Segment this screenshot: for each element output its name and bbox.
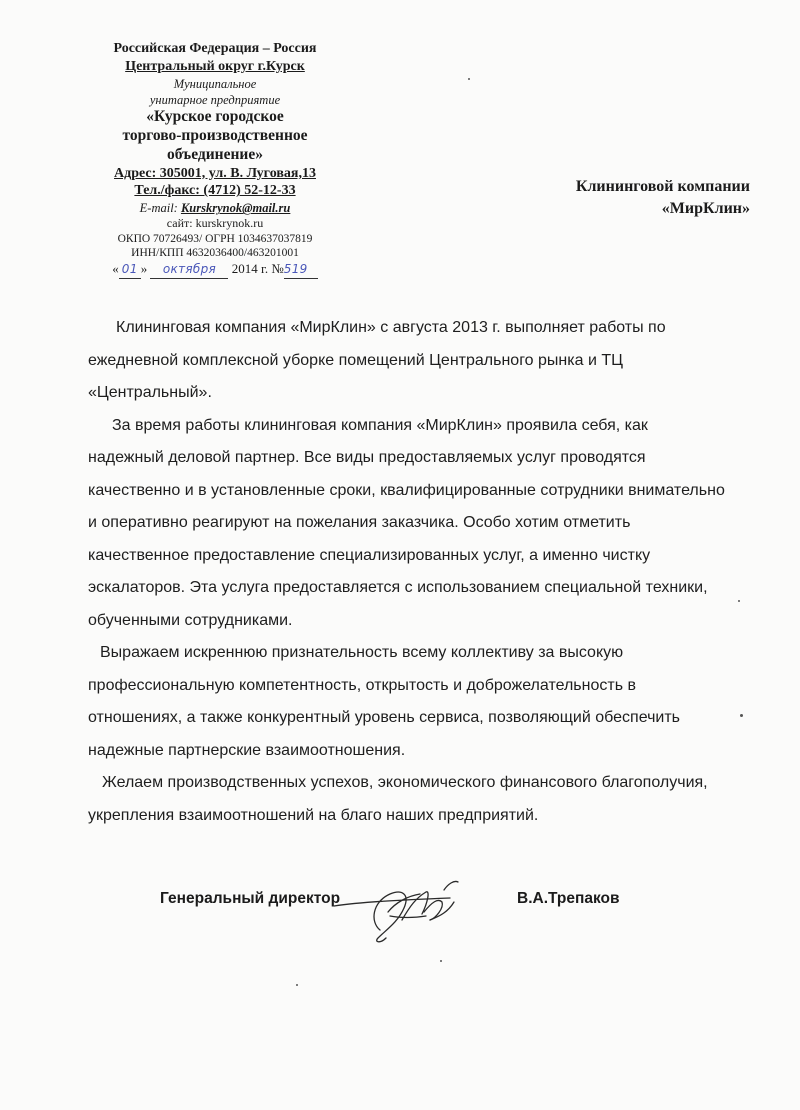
letterhead-district: Центральный округ г.Курск — [125, 58, 305, 74]
date-day: 01 — [119, 262, 141, 278]
letterhead-org-type-2: унитарное предприятие — [149, 92, 281, 107]
letterhead — [80, 40, 350, 279]
body-paragraph-1: Клининговая компания «МирКлин» с августа 2013 г. выполняет работы по ежедневной комплексной уборке помещений Центрального рынка и ТЦ «Центральный». — [88, 319, 666, 401]
letter-body — [88, 312, 728, 832]
addressee — [500, 176, 750, 219]
handwritten-signature — [330, 872, 470, 952]
date-month: октября — [150, 262, 228, 278]
scan-speck — [738, 600, 740, 602]
letterhead-inn: ИНН/КПП 4632036400/463201001 — [131, 247, 299, 260]
signatory-title: Генеральный директор — [160, 890, 341, 907]
scan-speck — [468, 78, 470, 80]
date-number: 519 — [284, 262, 318, 278]
letterhead-org-type-1: Муниципальное — [173, 76, 257, 91]
letterhead-date-line — [80, 261, 350, 278]
letterhead-org-name-3: объединение» — [167, 145, 263, 163]
letterhead-phone: Тел./факс: (4712) 52-12-33 — [134, 183, 296, 199]
body-paragraph-2: За время работы клининговая компания «МирКлин» проявила себя, как надежный деловой партнер. Все виды предоставляемых услуг проводятся качественно и в установленные сроки, квалифицированные сотрудники внимательно и оперативно реагируют на пожелания заказчика. Особо хотим отметить качественное предоставление специализированных услуг, а именно чистку эскалаторов. Эта услуга предоставляется с использованием специальной техники, обученными сотрудниками. — [88, 416, 725, 629]
letterhead-okpo: ОКПО 70726493/ ОГРН 1034637037819 — [117, 232, 313, 245]
addressee-line-2: «МирКлин» — [661, 199, 750, 217]
scan-speck — [296, 984, 298, 986]
letterhead-address: Адрес: 305001, ул. В. Луговая,13 — [114, 165, 316, 181]
email-link[interactable]: Kurskrynok@mail.ru — [180, 201, 291, 216]
email-label: E-mail: — [139, 201, 181, 216]
body-paragraph-3: Выражаем искреннюю признательность всему коллективу за высокую профессиональную компетентность, открытость и доброжелательность в отношениях, а также конкурентный уровень сервиса, позволяющий обеспечить надежные партнерские взаимоотношения. — [88, 644, 680, 759]
addressee-line-1: Клининговой компании — [575, 178, 750, 195]
letterhead-org-name-2: торгово-производственное — [122, 126, 308, 144]
letterhead-site: сайт: kurskrynok.ru — [166, 216, 264, 231]
scan-speck — [440, 960, 442, 962]
letterhead-org-name-1: «Курское городское — [146, 107, 284, 125]
letterhead-email-line — [80, 200, 350, 216]
scan-speck — [740, 714, 743, 717]
body-paragraph-4: Желаем производственных успехов, экономического финансового благополучия, укрепления взаимоотношений на благо наших предприятий. — [88, 774, 708, 824]
signatory-name: В.А.Трепаков — [517, 890, 620, 907]
date-year: 2014 г. № — [231, 261, 284, 277]
letterhead-country: Российская Федерация – Россия — [113, 41, 317, 56]
date-close-quote: » — [140, 261, 148, 277]
date-open-quote: « — [112, 261, 119, 277]
